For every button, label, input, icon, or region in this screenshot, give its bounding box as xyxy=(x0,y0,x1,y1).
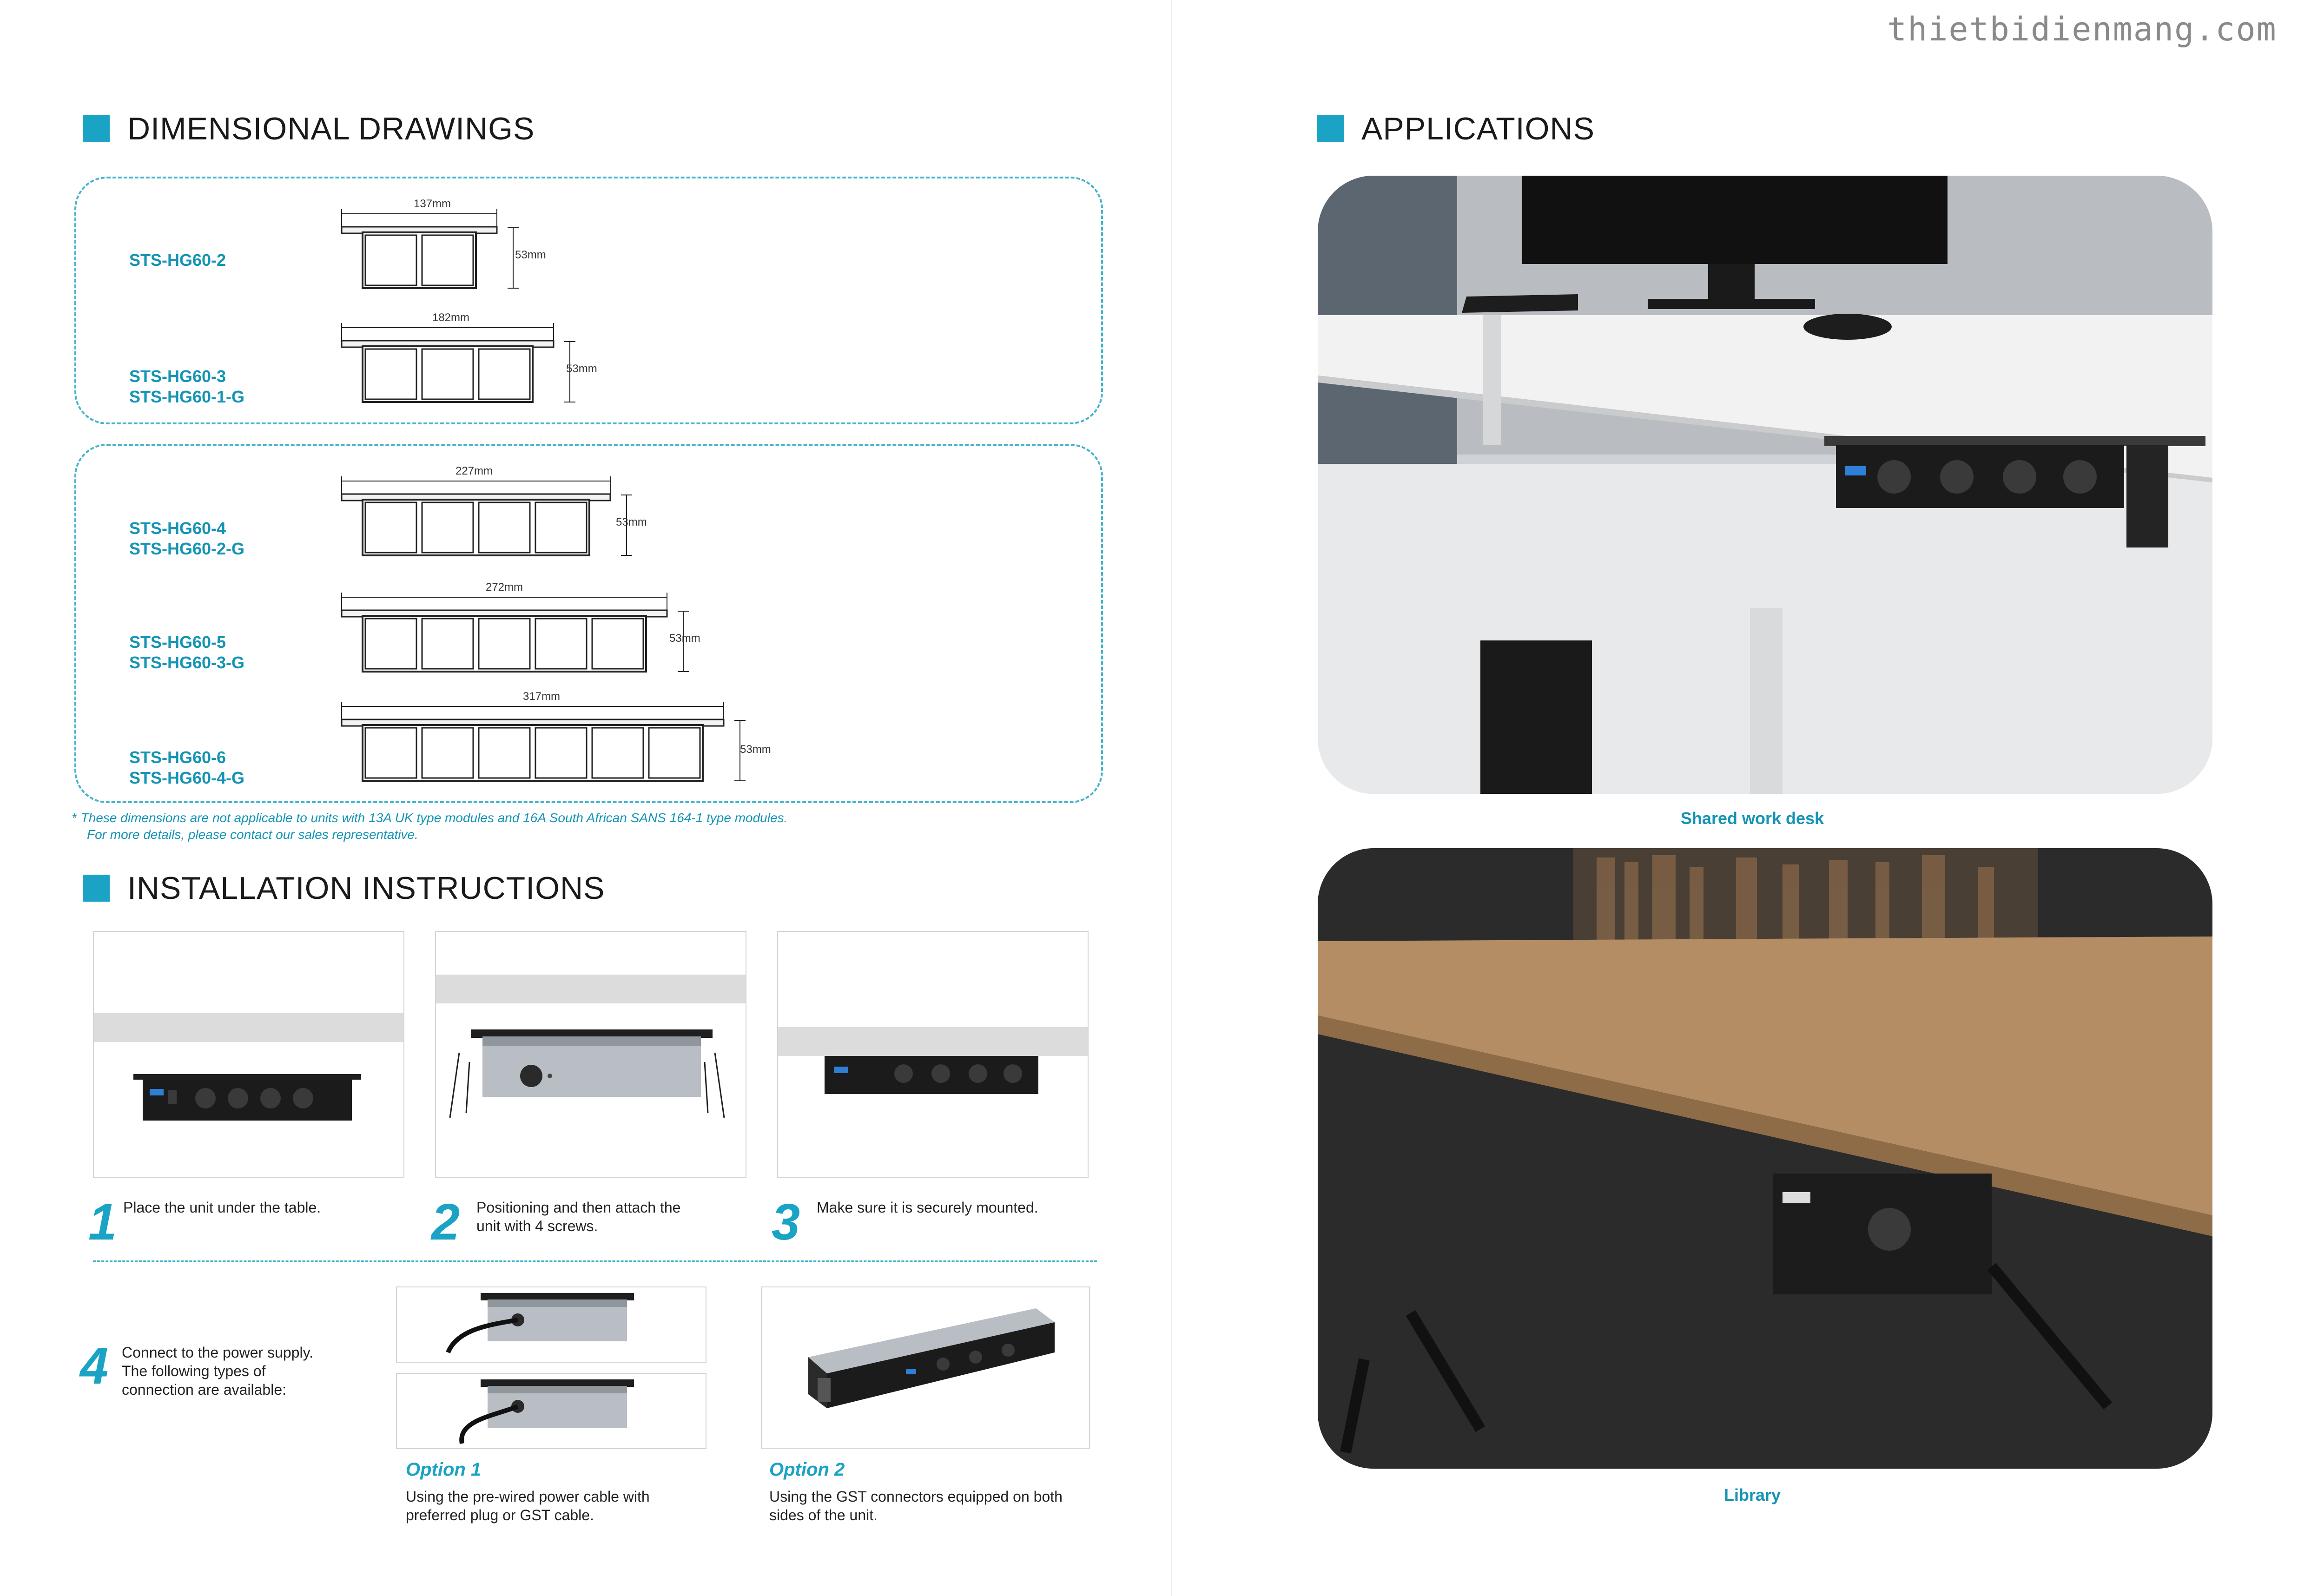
socket-module xyxy=(365,728,416,778)
photo-caption: Shared work desk xyxy=(1680,809,1824,828)
socket-module xyxy=(422,728,473,778)
width-dimension-label: 317mm xyxy=(522,690,561,703)
option-1-image-b xyxy=(396,1373,706,1449)
height-dimension-label: 53mm xyxy=(566,363,597,375)
step-number: 3 xyxy=(772,1194,800,1251)
dimensional-drawings-title: DIMENSIONAL DRAWINGS xyxy=(127,111,535,146)
step-2-image xyxy=(435,931,746,1178)
width-dimension-label: 227mm xyxy=(455,465,493,477)
socket-module xyxy=(479,349,530,399)
model-label-group xyxy=(129,747,244,788)
socket-module xyxy=(535,502,587,553)
applications-heading xyxy=(1317,111,1595,147)
height-dimension-label: 53mm xyxy=(515,249,546,261)
dimension-drawing xyxy=(339,195,572,293)
page-divider xyxy=(1171,0,1172,1596)
dimension-note xyxy=(72,810,787,843)
socket-module xyxy=(365,619,416,669)
step-1-image xyxy=(93,931,404,1178)
model-label: STS-HG60-6 xyxy=(129,748,226,767)
dimensional-drawings-heading xyxy=(83,111,535,147)
step-text: Connect to the power supply. The following types of connection are available: xyxy=(122,1344,314,1398)
library-photo xyxy=(1318,848,2212,1469)
socket-module xyxy=(365,349,416,399)
shared-work-desk-photo xyxy=(1318,176,2212,794)
photo-caption: Library xyxy=(1723,1485,1781,1504)
socket-module xyxy=(365,502,416,553)
socket-module xyxy=(479,502,530,553)
model-label: STS-HG60-2-G xyxy=(129,539,245,558)
section-separator xyxy=(93,1260,1097,1262)
height-dimension-label: 53mm xyxy=(616,516,647,528)
step-number: 2 xyxy=(431,1194,460,1251)
option-text: Using the GST connectors equipped on both sides of the unit. xyxy=(769,1488,1063,1523)
model-label: STS-HG60-3-G xyxy=(129,653,245,672)
note-line-1: These dimensions are not applicable to units with 13A UK type modules and 16A South African SANS 164-1 type modules. xyxy=(80,811,788,825)
model-label: STS-HG60-5 xyxy=(129,633,226,652)
installation-heading xyxy=(83,870,605,906)
dimension-drawing xyxy=(339,688,781,790)
socket-module xyxy=(479,728,530,778)
socket-module xyxy=(592,619,643,669)
step-text: Positioning and then attach the unit with 4 screws. xyxy=(476,1199,681,1234)
heading-square-icon xyxy=(83,115,110,142)
model-label: STS-HG60-1-G xyxy=(129,387,245,406)
step-3-image xyxy=(777,931,1089,1178)
heading-square-icon xyxy=(83,875,110,902)
width-dimension-label: 272mm xyxy=(485,581,523,594)
option-text: Using the pre-wired power cable with preferred plug or GST cable. xyxy=(406,1488,650,1523)
step-number: 1 xyxy=(88,1194,117,1251)
applications-title: APPLICATIONS xyxy=(1361,111,1595,146)
installation-title: INSTALLATION INSTRUCTIONS xyxy=(127,871,605,906)
watermark: thietbidienmang.com xyxy=(1887,10,2277,48)
model-label-group xyxy=(129,366,244,407)
socket-module xyxy=(422,235,473,285)
socket-module xyxy=(535,619,587,669)
heading-square-icon xyxy=(1317,115,1344,142)
model-label: STS-HG60-4 xyxy=(129,519,226,538)
step-number: 4 xyxy=(80,1338,109,1395)
option-2-image xyxy=(761,1286,1090,1449)
height-dimension-label: 53mm xyxy=(669,632,700,645)
model-label-group xyxy=(129,632,244,673)
socket-module xyxy=(422,502,473,553)
option-title: Option 2 xyxy=(769,1459,845,1480)
width-dimension-label: 182mm xyxy=(432,311,470,324)
socket-module xyxy=(535,728,587,778)
socket-module xyxy=(422,619,473,669)
model-label: STS-HG60-3 xyxy=(129,367,226,386)
height-dimension-label: 53mm xyxy=(740,743,771,756)
width-dimension-label: 137mm xyxy=(413,198,451,210)
dimension-drawing xyxy=(339,462,665,560)
option-title: Option 1 xyxy=(406,1459,482,1480)
dimension-drawing xyxy=(339,579,711,676)
model-label-group xyxy=(129,518,244,559)
socket-module xyxy=(422,349,473,399)
socket-module xyxy=(592,728,643,778)
socket-module xyxy=(479,619,530,669)
step-text: Make sure it is securely mounted. xyxy=(817,1199,1038,1216)
model-label: STS-HG60-4-G xyxy=(129,768,245,787)
note-line-2: For more details, please contact our sales representative. xyxy=(87,827,418,842)
socket-module xyxy=(649,728,700,778)
socket-module xyxy=(365,235,416,285)
model-label: STS-HG60-2 xyxy=(129,251,226,270)
step-text: Place the unit under the table. xyxy=(123,1199,321,1216)
dimension-drawing xyxy=(339,309,641,407)
option-1-image-a xyxy=(396,1286,706,1363)
model-label-group xyxy=(129,250,226,270)
note-asterisk: * xyxy=(72,811,77,825)
